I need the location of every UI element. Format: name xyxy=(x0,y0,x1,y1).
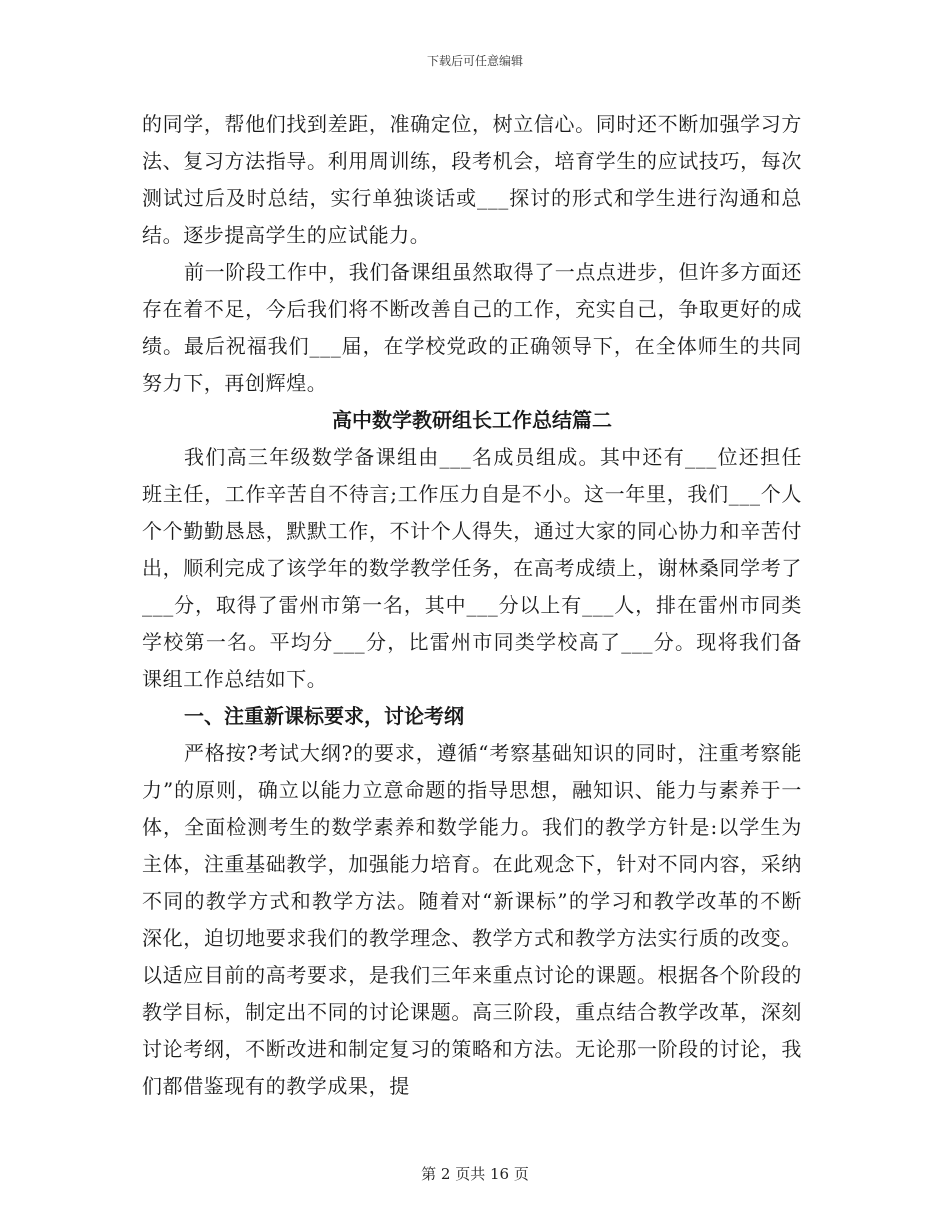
page-header: 下载后可任意编辑 xyxy=(426,54,523,68)
page-footer: 第 2 页共 16 页 xyxy=(421,1165,529,1183)
article-title: 高中数学教研组长工作总结篇二 xyxy=(332,408,612,432)
paragraph-continued: 的同学，帮他们找到差距，准确定位，树立信心。同时还不断加强学习方法、复习方法指导。利用周训练，段考机会，培育学生的应试技巧，每次测试过后及时总结，实行单独谈话或___探讨的形式和学生进行沟通和总结。逐步提高学生的应试能力。 xyxy=(142,112,802,247)
section-heading-1: 一、注重新课标要求，讨论考纲 xyxy=(184,704,464,728)
paragraph-intro: 我们高三年级数学备课组由___名成员组成。其中还有___位还担任班主任，工作辛苦自不待言;工作压力自是不小。这一年里，我们___个人个个勤勤恳恳，默默工作，不计个人得失，通过大家的同心协力和辛苦付出，顺利完成了该学年的数学教学任务，在高考成绩上，谢林桑同学考了___分，取得了雷州市第一名，其中___分以上有___人，排在雷州市同类学校第一名。平均分___分，比雷州市同类学校高了___分。现将我们备课组工作总结如下。 xyxy=(142,445,802,691)
document-body xyxy=(142,106,802,1105)
paragraph-closing: 前一阶段工作中，我们备课组虽然取得了一点点进步，但许多方面还存在着不足，今后我们将不断改善自己的工作，充实自己，争取更好的成绩。最后祝福我们___届，在学校党政的正确领导下，在全体师生的共同努力下，再创辉煌。 xyxy=(142,260,802,395)
paragraph-section-1: 严格按?考试大纲?的要求，遵循“考察基础知识的同时，注重考察能力”的原则，确立以能力立意命题的指导思想，融知识、能力与素养于一体，全面检测考生的数学素养和数学能力。我们的教学方针是:以学生为主体，注重基础教学，加强能力培育。在此观念下，针对不同内容，采纳不同的教学方式和教学方法。随着对“新课标”的学习和教学改革的不断深化，迫切地要求我们的教学理念、教学方式和教学方法实行质的改变。以适应目前的高考要求，是我们三年来重点讨论的课题。根据各个阶段的教学目标，制定出不同的讨论课题。高三阶段，重点结合教学改革，深刻讨论考纲，不断改进和制定复习的策略和方法。无论那一阶段的讨论，我们都借鉴现有的教学成果，提 xyxy=(142,741,802,1098)
